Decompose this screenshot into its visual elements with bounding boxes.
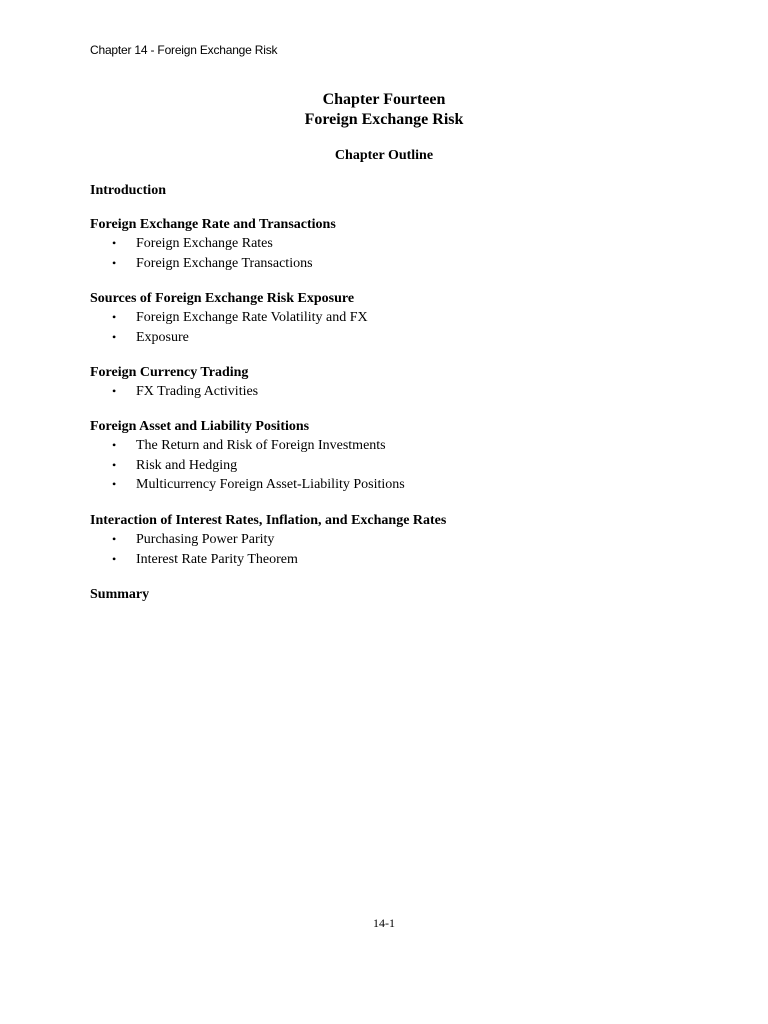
bullet-icon: •: [112, 552, 117, 566]
list-item-text: Multicurrency Foreign Asset-Liability Positions: [136, 477, 405, 492]
section-heading-summary: Summary: [90, 587, 150, 602]
list-item-text: Foreign Exchange Transactions: [136, 256, 313, 271]
bullet-icon: •: [112, 236, 117, 250]
list-item-text: Foreign Exchange Rates: [136, 236, 273, 251]
list-item: [112, 477, 405, 493]
list-item: [112, 384, 258, 400]
section-heading-fx-risk-exposure: Sources of Foreign Exchange Risk Exposure: [90, 291, 355, 306]
bullet-icon: •: [112, 477, 117, 491]
chapter-title: Foreign Exchange Risk: [304, 111, 464, 128]
bullet-icon: •: [112, 310, 117, 324]
outline-label: Chapter Outline: [334, 148, 434, 163]
list-item: [112, 256, 313, 272]
list-item: [112, 552, 298, 568]
list-item: [112, 236, 273, 252]
running-header: Chapter 14 - Foreign Exchange Risk: [90, 43, 278, 57]
bullet-icon: •: [112, 384, 117, 398]
section-heading-fx-rate-transactions: Foreign Exchange Rate and Transactions: [90, 217, 336, 232]
list-item-text: The Return and Risk of Foreign Investments: [136, 438, 386, 453]
section-heading-introduction: Introduction: [90, 183, 166, 198]
list-item-text: Interest Rate Parity Theorem: [136, 552, 298, 567]
bullet-icon: •: [112, 256, 117, 270]
list-item: [112, 532, 274, 548]
list-item-text: Risk and Hedging: [136, 458, 238, 473]
section-heading-interest-inflation-exchange: Interaction of Interest Rates, Inflation, and Exchange Rates: [90, 513, 447, 528]
page-number: 14-1: [373, 916, 395, 930]
bullet-icon: •: [112, 532, 117, 546]
bullet-icon: •: [112, 458, 117, 472]
list-item-text: FX Trading Activities: [136, 384, 259, 399]
section-heading-foreign-currency-trading: Foreign Currency Trading: [90, 365, 249, 380]
list-item: [112, 438, 386, 454]
section-heading-asset-liability-positions: Foreign Asset and Liability Positions: [90, 419, 310, 434]
list-item-text: Foreign Exchange Rate Volatility and FX: [136, 310, 368, 325]
chapter-number-title: Chapter Fourteen: [322, 91, 446, 108]
list-item: [112, 330, 189, 346]
bullet-icon: •: [112, 330, 117, 344]
bullet-icon: •: [112, 438, 117, 452]
list-item: [112, 310, 368, 326]
list-item-text: Exposure: [136, 330, 189, 345]
list-item: [112, 458, 237, 474]
list-item-text: Purchasing Power Parity: [136, 532, 275, 547]
